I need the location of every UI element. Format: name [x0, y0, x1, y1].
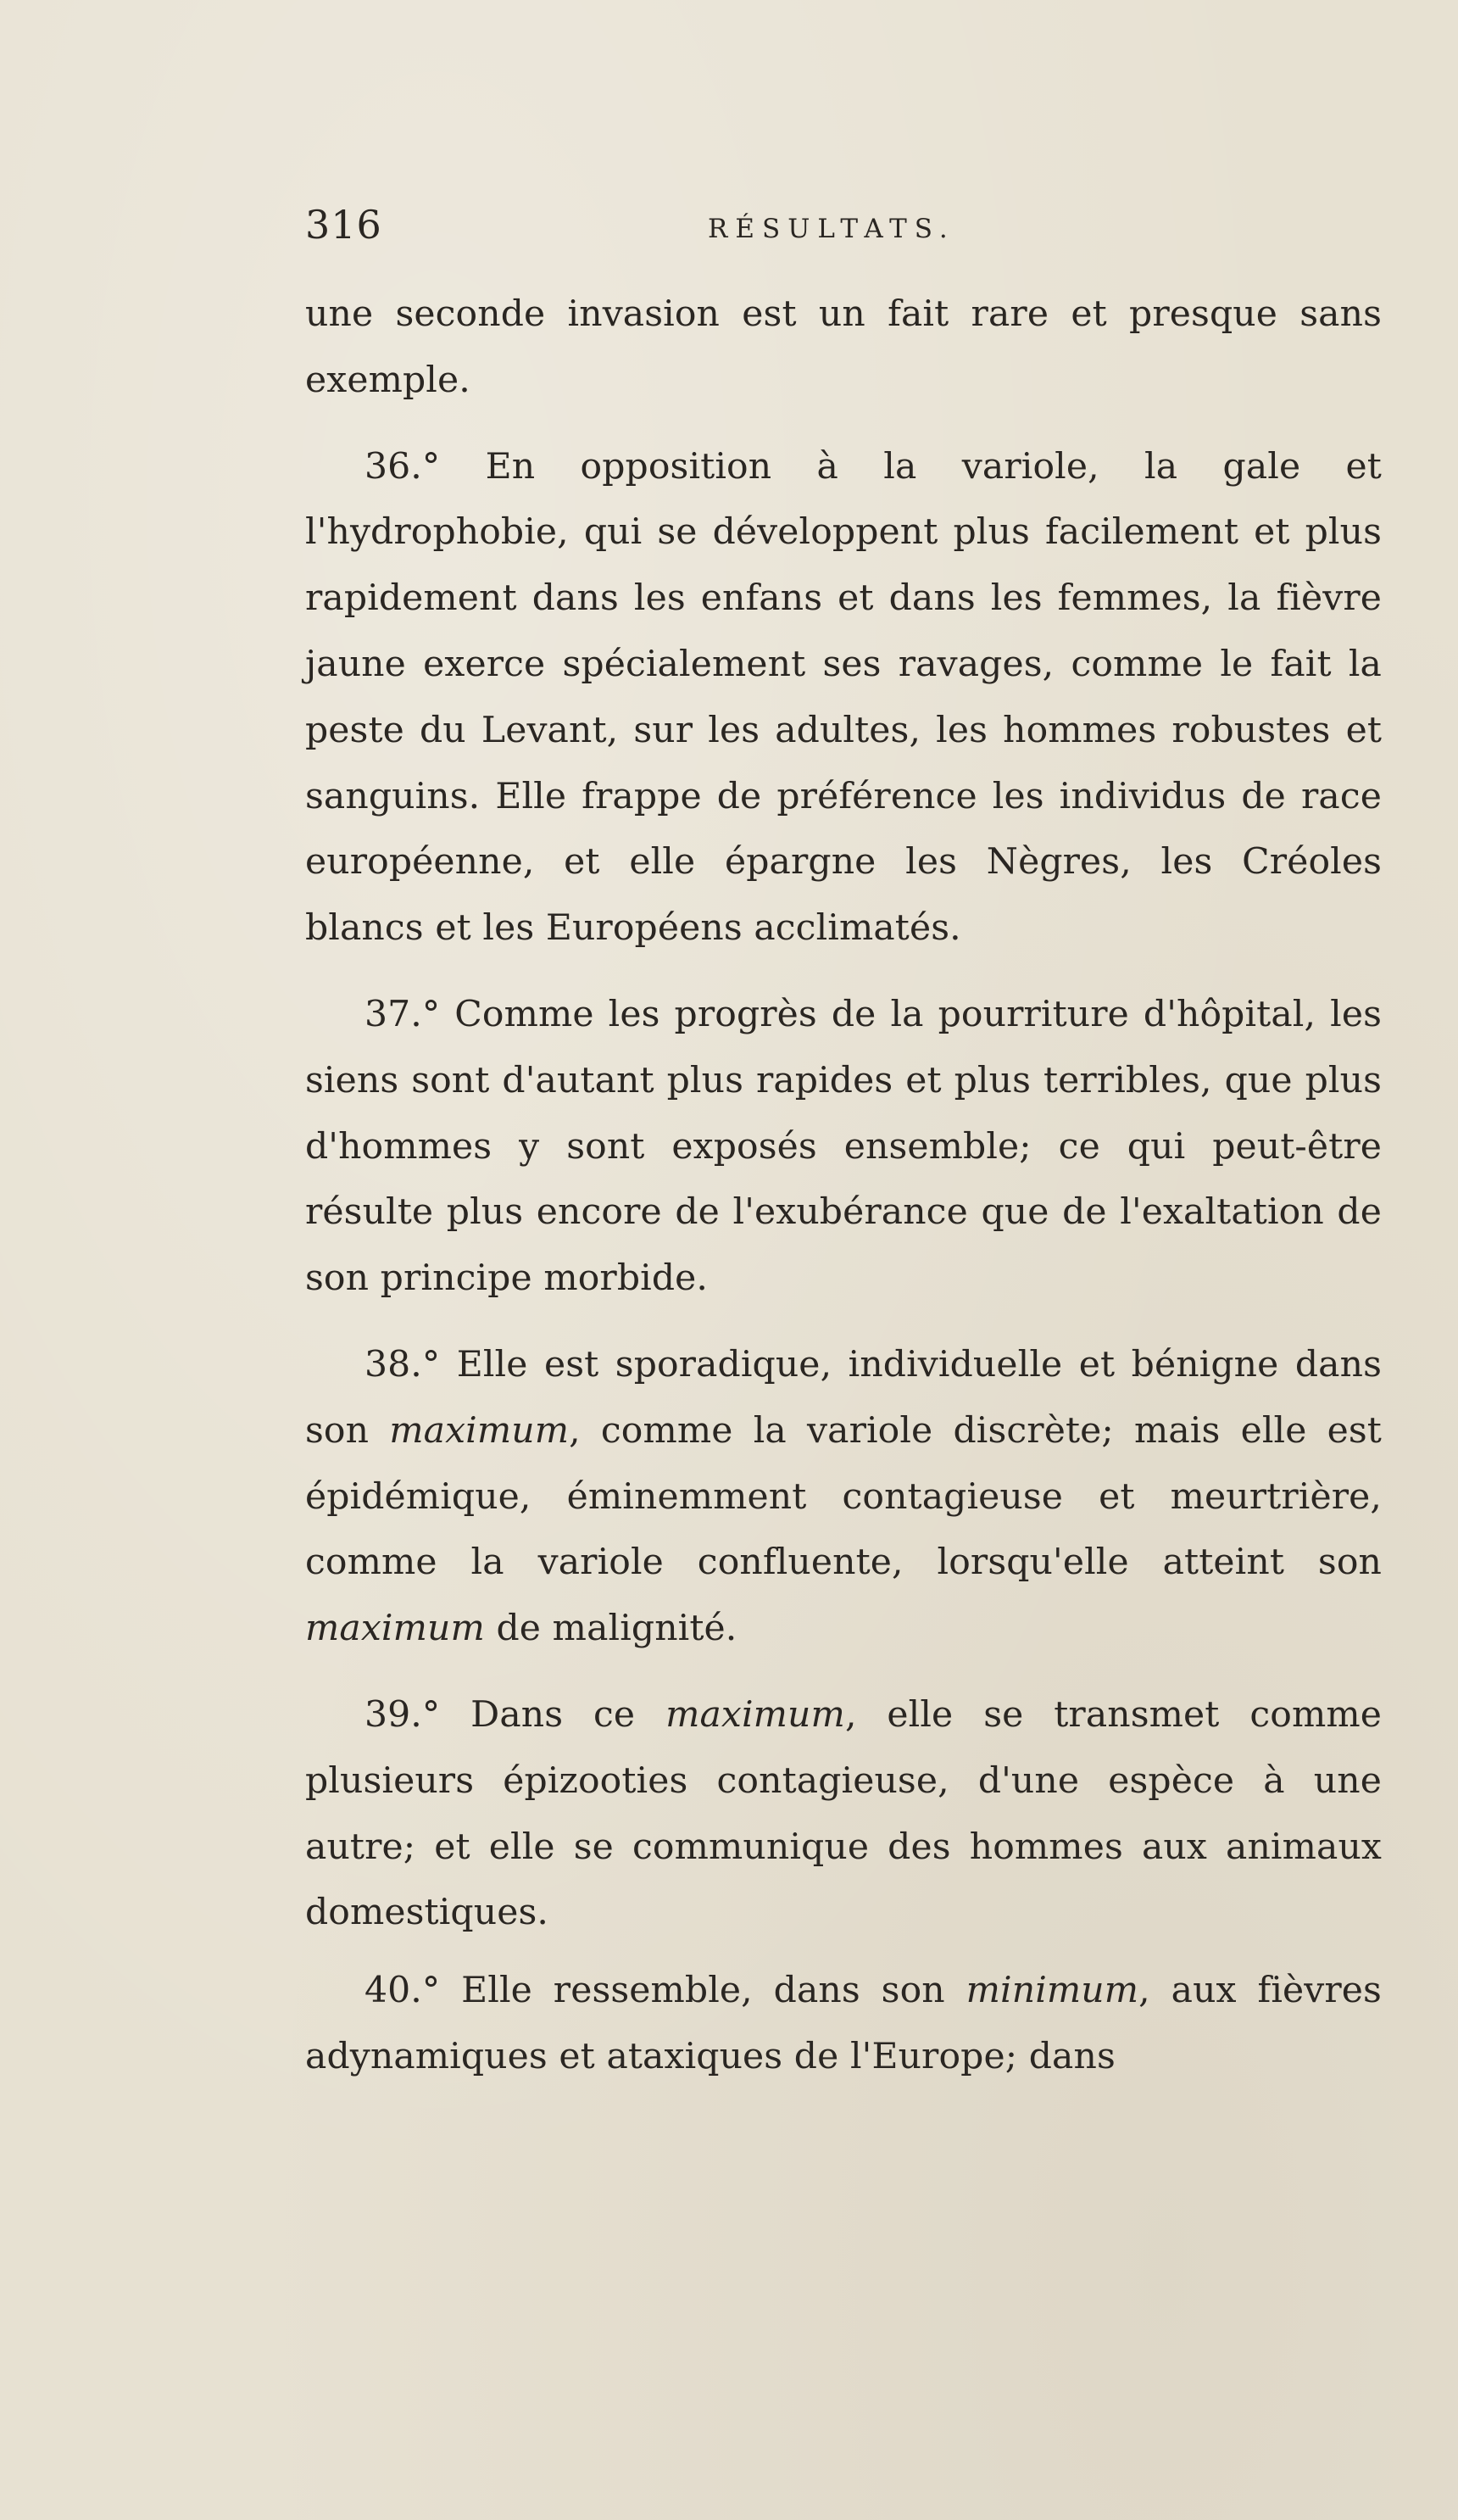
running-title: RÉSULTATS. — [708, 214, 955, 244]
paragraph-text: Elle ressemble, dans son — [461, 1970, 945, 2012]
paragraph-37 — [305, 982, 1382, 1312]
paragraph-text: En opposition à la variole, la gale et l'hydrophobie, qui se développent plus facilement et plus rapidement dans les enfans et dans les femmes, la fièvre jaune exerce spécialement ses ravages, comme le fait la peste du Levant, sur les adultes, les hommes robustes et sanguins. Elle frappe de préférence les individus de race européenne, et elle épargne les Nègres, les Créoles blancs et les Européens acclimatés. — [305, 445, 1382, 950]
italic-term: maximum — [305, 1608, 485, 1650]
paragraph-number: 39.° — [364, 1693, 441, 1736]
paragraph-number: 37.° — [364, 993, 441, 1035]
paragraph-38 — [305, 1332, 1382, 1662]
page-header — [305, 202, 1382, 261]
paragraph-number: 40.° — [364, 1970, 441, 2012]
paragraph-text: de malignité. — [496, 1608, 737, 1650]
paragraph-40 — [305, 1958, 1382, 2090]
italic-term: maximum — [389, 1409, 570, 1452]
paragraph-number: 36.° — [364, 445, 441, 488]
paragraph-number: 38.° — [364, 1343, 441, 1385]
paragraph-text: une seconde invasion est un fait rare et presque sans exemple. — [305, 293, 1382, 401]
paragraph-36 — [305, 434, 1382, 962]
paragraph-text: Comme les progrès de la pourriture d'hôpital, les siens sont d'autant plus rapides et plus terribles, que plus d'hommes y sont exposés ensemble; ce qui peut-être résulte plus encore de l'exubérance que de l'exaltation de son principe morbide. — [305, 993, 1382, 1300]
paragraph-text: Dans ce — [470, 1693, 636, 1736]
italic-term: minimum — [966, 1970, 1139, 2012]
page-number: 316 — [305, 202, 382, 248]
paragraph-text: , aux fièvres adynamiques et ataxiques de l'Europe; dans — [305, 1970, 1382, 2077]
paragraph-text: , comme la variole discrète; mais elle est épidémique, éminemment contagieuse et meurtrière, comme la variole confluente, lorsqu'elle atteint son — [305, 1409, 1382, 1584]
paragraph-continuation — [305, 282, 1382, 414]
paragraph-text: Elle est sporadique, individuelle et bénigne dans son — [305, 1343, 1382, 1452]
italic-term: maximum — [665, 1693, 845, 1736]
paragraph-39 — [305, 1682, 1382, 1946]
body-text — [305, 282, 1382, 2090]
paragraph-text: , elle se transmet comme plusieurs épizooties contagieuse, d'une espèce à une autre; et elle se communique des hommes aux animaux domestiques. — [305, 1693, 1382, 1934]
